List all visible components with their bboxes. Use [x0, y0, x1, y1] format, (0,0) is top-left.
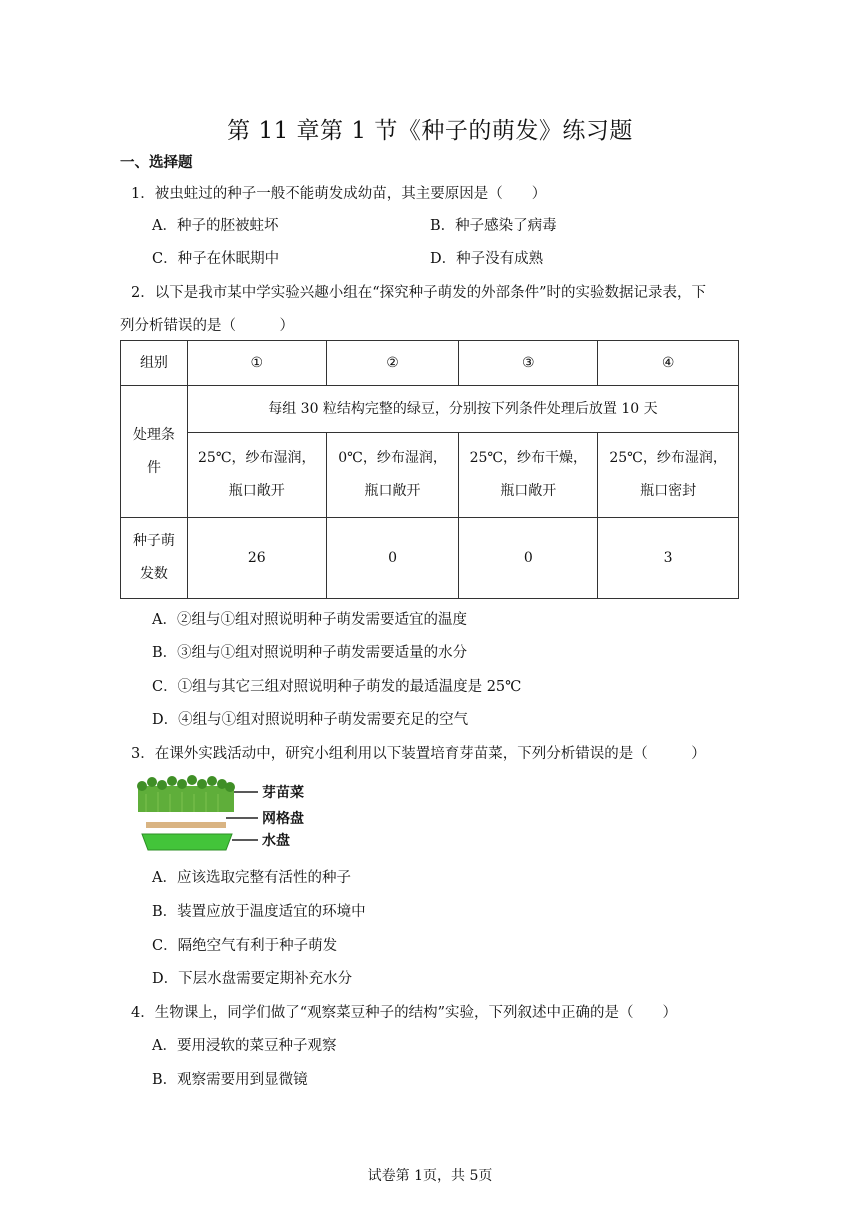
- experiment-data-table: [120, 340, 739, 599]
- question-3-stem: 3．在课外实践活动中，研究小组利用以下装置培育芽苗菜，下列分析错误的是（ ）: [131, 746, 706, 762]
- table-header-cell: ①: [187, 341, 326, 386]
- cell-line: 25℃，纱布湿润，: [198, 450, 316, 466]
- label-sprouts: 芽苗菜: [262, 785, 304, 801]
- q1-option-b: B．种子感染了病毒: [430, 218, 557, 234]
- q2-option-b: B．③组与①组对照说明种子萌发需要适量的水分: [152, 645, 468, 661]
- cell-line: 25℃，纱布湿润，: [609, 450, 727, 466]
- cell-line: 0℃，纱布湿润，: [338, 450, 447, 466]
- question-1-stem: 1．被虫蛀过的种子一般不能萌发成幼苗，其主要原因是（ ）: [131, 186, 547, 202]
- table-cell: 0: [459, 518, 598, 599]
- page-title: 第 11 章第 1 节《种子的萌发》练习题: [227, 118, 633, 144]
- cell-line: 瓶口敞开: [364, 483, 421, 499]
- row-label-line: 件: [146, 459, 161, 476]
- label-water-tray: 水盘: [262, 833, 290, 849]
- table-row: [121, 386, 739, 433]
- table-row-label: [121, 386, 188, 518]
- table-cell: 26: [187, 518, 326, 599]
- table-row: [121, 518, 739, 599]
- table-common-condition: 每组 30 粒结构完整的绿豆，分别按下列条件处理后放置 10 天: [187, 386, 738, 433]
- water-tray-graphic: [142, 834, 232, 850]
- q1-option-a: A．种子的胚被蛀坏: [152, 218, 279, 234]
- cell-line: 瓶口敞开: [500, 483, 557, 499]
- table-header-cell: ③: [459, 341, 598, 386]
- q3-option-c: C．隔绝空气有利于种子萌发: [152, 938, 338, 954]
- q4-option-a: A．要用浸软的菜豆种子观察: [152, 1038, 337, 1054]
- q1-option-d: D．种子没有成熟: [430, 251, 544, 267]
- cell-line: 瓶口密封: [640, 483, 697, 499]
- page-footer: 试卷第 1页，共 5页: [367, 1168, 493, 1184]
- table-header-cell: ④: [598, 341, 739, 386]
- cell-line: 瓶口敞开: [228, 483, 285, 499]
- q2-option-d: D．④组与①组对照说明种子萌发需要充足的空气: [152, 712, 469, 728]
- question-2-stem-line1: 2．以下是我市某中学实验兴趣小组在“探究种子萌发的外部条件”时的实验数据记录表，下: [131, 285, 707, 301]
- table-header-cell: ②: [326, 341, 459, 386]
- q2-option-c: C．①组与其它三组对照说明种子萌发的最适温度是 25℃: [152, 679, 522, 695]
- sprout-tray-diagram: [132, 774, 332, 856]
- table-cell: 0: [326, 518, 459, 599]
- q3-option-d: D．下层水盘需要定期补充水分: [152, 971, 353, 987]
- row-label-line: 发数: [139, 566, 168, 582]
- table-cell: [459, 433, 598, 518]
- row-label-line: 处理条: [132, 426, 175, 443]
- table-cell: [326, 433, 459, 518]
- table-header-cell: 组别: [121, 341, 188, 386]
- row-label-line: 种子萌: [132, 533, 175, 549]
- table-cell: [187, 433, 326, 518]
- sprouts-graphic: [137, 775, 235, 812]
- q4-option-b: B．观察需要用到显微镜: [152, 1072, 308, 1088]
- question-4-stem: 4．生物课上，同学们做了“观察菜豆种子的结构”实验，下列叙述中正确的是（ ）: [131, 1005, 678, 1021]
- grid-tray-graphic: [146, 822, 226, 828]
- label-grid-tray: 网格盘: [262, 811, 304, 827]
- question-2-stem-line2: 列分析错误的是（ ）: [120, 318, 294, 334]
- table-row-label: [121, 518, 188, 599]
- table-row: [121, 341, 739, 386]
- table-row: [121, 433, 739, 518]
- table-cell: [598, 433, 739, 518]
- q3-option-b: B．装置应放于温度适宜的环境中: [152, 904, 366, 920]
- cell-line: 25℃，纱布干燥，: [469, 450, 588, 466]
- q2-option-a: A．②组与①组对照说明种子萌发需要适宜的温度: [152, 612, 467, 628]
- sprout-tray-illustration: [132, 774, 332, 856]
- q3-option-a: A．应该选取完整有活性的种子: [152, 870, 351, 886]
- section-heading: 一、选择题: [120, 154, 193, 171]
- q1-option-c: C．种子在休眠期中: [152, 251, 280, 267]
- table-cell: 3: [598, 518, 739, 599]
